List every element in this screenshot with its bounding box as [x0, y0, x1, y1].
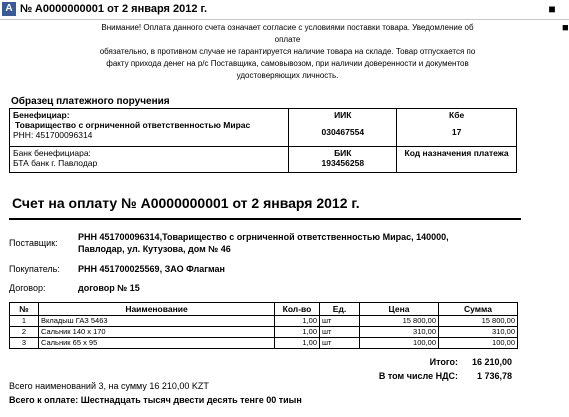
row-unit: шт: [320, 316, 360, 327]
vat-label: В том числе НДС:: [378, 371, 458, 381]
supplier-value: [78, 231, 449, 255]
total-label: Итого:: [429, 357, 458, 367]
beneficiary-cell: [10, 109, 289, 147]
vat-value: 1 736,78: [476, 371, 512, 381]
supplier-line: Павлодар, ул. Кутузова, дом № 46: [78, 244, 231, 254]
header-name: Наименование: [39, 303, 275, 316]
header-qty: Кол-во: [275, 303, 320, 316]
bik-label: БИК: [334, 148, 352, 158]
kbe-value: 17: [451, 127, 462, 137]
title-divider: [9, 218, 521, 220]
iik-cell: [289, 109, 397, 147]
items-header-row: [10, 303, 518, 316]
beneficiary-name: Товарищество с огрниченной ответственностью Мирас: [15, 120, 251, 130]
items-table: [9, 302, 518, 349]
notice-line: факту прихода денег на р/с Поставщика, самовывозом, при наличии доверенности и документов: [106, 59, 469, 68]
app-icon: A: [2, 2, 16, 16]
row-price: 310,00: [360, 327, 439, 338]
payment-notice: [60, 22, 515, 82]
bik-value: 193456258: [321, 158, 365, 168]
row-name: Сальник 65 х 95: [39, 338, 275, 349]
row-qty: 1,00: [275, 327, 320, 338]
buyer-value: РНН 451700025569, ЗАО Флагман: [78, 264, 225, 274]
row-price: 100,00: [360, 338, 439, 349]
table-row: [10, 338, 518, 349]
row-name: Сальник 140 х 170: [39, 327, 275, 338]
table-row: [10, 316, 518, 327]
beneficiary-label: Бенефициар:: [13, 110, 70, 120]
row-unit: шт: [320, 338, 360, 349]
row-price: 15 800,00: [360, 316, 439, 327]
payment-order-table: [9, 108, 517, 173]
window-control-icon[interactable]: ■: [562, 22, 569, 34]
row-num: 1: [10, 316, 39, 327]
contract-label: Договор:: [9, 283, 46, 293]
supplier-line: РНН 451700096314,Товарищество с огрниченной ответственностью Мирас, 140000,: [78, 232, 449, 242]
buyer-label: Покупатель:: [9, 264, 60, 274]
header-unit: Ед.: [320, 303, 360, 316]
row-num: 3: [10, 338, 39, 349]
row-sum: 15 800,00: [439, 316, 518, 327]
bank-label: Банк бенефициара:: [13, 148, 91, 158]
notice-line: обязательно, в противном случае не гарантируется наличие товара на складе. Товар отпускается по: [99, 47, 476, 56]
contract-value: договор № 15: [78, 283, 140, 293]
invoice-title: Счет на оплату № A0000000001 от 2 января 2012 г.: [12, 195, 360, 211]
header-price: Цена: [360, 303, 439, 316]
purpose-code-cell: [397, 147, 517, 173]
close-icon[interactable]: ■: [548, 2, 556, 16]
row-name: Вкладыш ГАЗ 5463: [39, 316, 275, 327]
row-unit: шт: [320, 327, 360, 338]
bank-name: БТА банк г. Павлодар: [13, 158, 98, 168]
bank-cell: [10, 147, 289, 173]
beneficiary-rnn: РНН: 451700096314: [13, 130, 93, 140]
row-qty: 1,00: [275, 338, 320, 349]
notice-line: оплате: [274, 35, 301, 44]
row-qty: 1,00: [275, 316, 320, 327]
header-sum: Сумма: [439, 303, 518, 316]
row-num: 2: [10, 327, 39, 338]
window-title: № A0000000001 от 2 января 2012 г.: [20, 3, 208, 15]
notice-line: удостоверяющих личность.: [236, 71, 339, 80]
table-row: [10, 327, 518, 338]
amount-in-words: Всего к оплате: Шестнадцать тысяч двести десять тенге 00 тиын: [9, 395, 302, 405]
total-value: 16 210,00: [471, 357, 512, 367]
items-count-summary: Всего наименований 3, на сумму 16 210,00 KZT: [9, 381, 209, 391]
purpose-code-label: Код назначения платежа: [404, 148, 509, 158]
right-pane: [536, 20, 569, 417]
kbe-cell: [397, 109, 517, 147]
iik-value: 030467554: [321, 127, 365, 137]
document-area: [0, 20, 536, 417]
row-sum: 310,00: [439, 327, 518, 338]
kbe-label: Кбе: [449, 110, 465, 120]
bik-cell: [289, 147, 397, 173]
header-num: №: [10, 303, 39, 316]
payment-order-title: Образец платежного поручения: [11, 96, 170, 107]
supplier-label: Поставщик:: [9, 238, 58, 248]
row-sum: 100,00: [439, 338, 518, 349]
notice-line: Внимание! Оплата данного счета означает согласие с условиями поставки товара. Уведомление об: [101, 23, 474, 32]
iik-label: ИИК: [334, 110, 352, 120]
title-bar[interactable]: [0, 0, 569, 20]
